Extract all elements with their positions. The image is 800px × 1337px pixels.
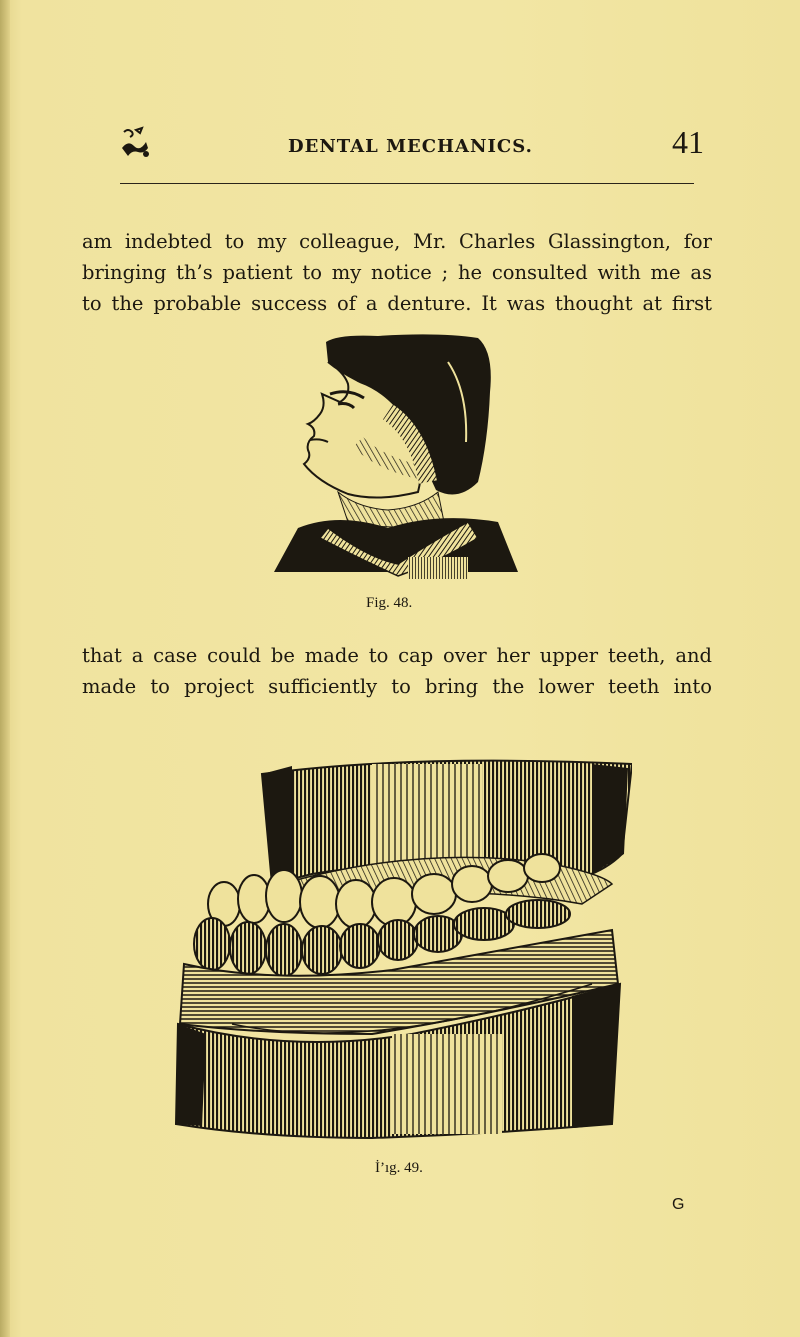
printer-ornament-icon [118,126,152,162]
page-number: 41 [672,124,704,160]
text-line: to the probable success of a denture. It was thought at first [82,292,712,315]
paragraph-2 [82,640,712,702]
text-line: am indebted to my colleague, Mr. Charles Glassington, for [82,230,712,253]
text-line: made to project sufficiently to bring the lower teeth into [82,675,712,698]
paragraph-1 [82,226,712,319]
header-rule [120,183,694,184]
fig-49-dental-cast-illustration [172,734,632,1154]
fig-48-portrait-illustration [268,332,524,582]
book-spine-edge [0,0,10,1337]
signature-mark: G [672,1196,685,1213]
running-head: DENTAL MECHANICS. [288,136,533,157]
text-line: bringing th’s patient to my notice ; he consulted with me as [82,261,712,284]
text-line: that a case could be made to cap over her upper teeth, and [82,644,712,667]
fig-48-caption: Fig. 48. [366,595,413,611]
fig-49-caption: İ’ıg. 49. [375,1160,423,1176]
